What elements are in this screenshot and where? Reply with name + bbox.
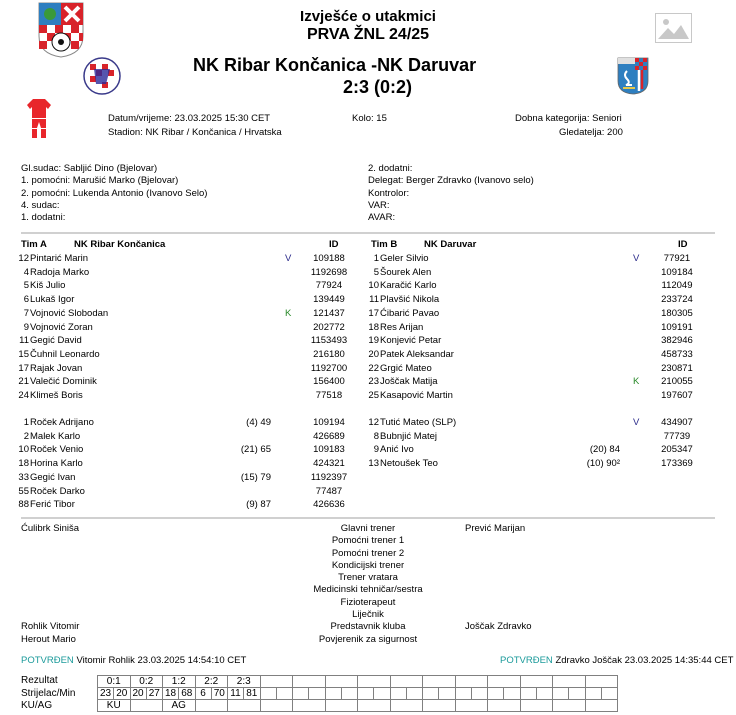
match-title: [193, 55, 476, 76]
player-name: Tutić Mateo (SLP): [380, 417, 457, 428]
player-name: Geler Silvio: [380, 253, 429, 264]
team-a-sub-row: [11, 457, 351, 470]
scorer-number-cell: 18: [163, 688, 179, 700]
score-result-cell: [325, 676, 358, 688]
team-b-starter-row: [361, 348, 701, 361]
scorer-number-cell: [585, 688, 601, 700]
team-b-starter-row: [361, 293, 701, 306]
confirmation-right-status: POTVRĐEN: [500, 655, 553, 666]
team-a-name: NK Ribar Končanica: [74, 239, 166, 250]
player-number: 24: [18, 390, 29, 401]
team-a-sub-row: [11, 430, 351, 443]
team-a-starter-row: [11, 375, 351, 388]
team-b-starter-row: [361, 389, 701, 402]
official-assistant-2: 2. pomoćni: Lukenda Antonio (Ivanovo Selo): [21, 187, 208, 199]
staff-roles: [288, 523, 448, 646]
placeholder-image-icon: [655, 13, 692, 43]
age-category: Dobna kategorija: Seniori: [515, 113, 622, 124]
player-name: Radoja Marko: [30, 266, 90, 278]
team-a-starter-row: [11, 389, 351, 402]
player-number: 21: [18, 376, 29, 388]
team-a-staff-member: Rohlik Vitomir: [21, 621, 80, 633]
player-id: 77924: [315, 280, 343, 292]
player-number: 6: [23, 294, 29, 306]
score-result-cell: [585, 676, 618, 688]
player-number: 1: [373, 253, 379, 264]
confirmation-left-text: Vitomir Rohlik 23.03.2025 14:54:10 CET: [76, 655, 247, 666]
score-result-cell: [488, 676, 521, 688]
player-id: 434907: [661, 417, 693, 428]
away-team-name: NK Daruvar: [377, 55, 477, 75]
goal-minute-cell: [439, 688, 456, 700]
player-name: Karačić Karlo: [380, 280, 437, 292]
player-name: Kiš Julio: [30, 280, 66, 292]
team-b-name: NK Daruvar: [424, 239, 477, 250]
goal-minute-cell: 81: [244, 688, 261, 700]
divider-staff: [21, 517, 715, 519]
team-a-staff-member: [21, 535, 79, 547]
player-number: 5: [23, 280, 29, 292]
goalkeeper-mark: V: [285, 253, 292, 264]
match-stadium: Stadion: NK Ribar / Končanica / Hrvatska: [108, 127, 282, 138]
player-id: 77518: [315, 390, 343, 401]
goal-minute-cell: [536, 688, 553, 700]
scorer-number-cell: [390, 688, 406, 700]
player-number: 25: [368, 390, 379, 401]
official-main-referee: Gl.sudac: Sabljić Dino (Bjelovar): [21, 163, 158, 174]
player-id: 426689: [313, 430, 345, 442]
team-b-staff-member: [465, 584, 532, 596]
player-number: 20: [368, 348, 379, 360]
score-result-cell: 0:1: [98, 676, 131, 688]
goalkeeper-mark: V: [633, 253, 640, 264]
scorer-number-cell: [488, 688, 504, 700]
goal-type-cell: [358, 700, 391, 712]
label-scorer-minute: Strijelac/Min: [21, 688, 76, 699]
match-score: 2:3 (0:2): [343, 77, 413, 97]
goal-minute-cell: [374, 688, 391, 700]
goal-type-cell: [488, 700, 521, 712]
official-additional-1: 1. dodatni:: [21, 212, 66, 224]
team-b-sub-row: [361, 457, 701, 470]
player-number: 13: [368, 458, 379, 470]
confirmation-left: [21, 655, 246, 666]
team-a-starter-row: [11, 279, 351, 292]
goal-minute-cell: [471, 688, 488, 700]
player-id: 173369: [661, 458, 693, 470]
team-b-staff-member: Prević Marijan: [465, 523, 526, 534]
officials-left: [21, 163, 207, 224]
player-id: 230871: [661, 362, 693, 374]
player-number: 10: [18, 444, 29, 456]
captain-mark: K: [285, 307, 292, 319]
team-a-starter-row: [11, 293, 351, 306]
substitution-minute: (4) 49: [246, 417, 271, 428]
score-result-cell: [293, 676, 326, 688]
player-name: Plavšić Nikola: [380, 294, 440, 306]
player-id: 458733: [661, 348, 693, 360]
player-number: 19: [368, 335, 379, 347]
team-b-id-header: ID: [678, 239, 688, 250]
goal-type-cell: [293, 700, 326, 712]
team-a-staff-member: [21, 584, 79, 596]
substitution-minute: (10) 90²: [586, 458, 620, 470]
player-name: Valečić Dominik: [30, 376, 97, 388]
player-name: Roček Venio: [30, 444, 84, 456]
player-id: 202772: [313, 321, 345, 333]
away-team-logo: [617, 57, 649, 95]
score-result-cell: [455, 676, 488, 688]
player-id: 109184: [661, 266, 693, 278]
player-id: 426636: [313, 499, 345, 511]
team-a-staff-member: [21, 597, 79, 609]
score-result-cell: [520, 676, 553, 688]
goal-minute-cell: 20: [114, 688, 131, 700]
team-b-sub-row: [361, 416, 701, 429]
match-round: Kolo: 15: [352, 113, 387, 124]
player-id: 109191: [661, 321, 693, 333]
team-b-sub-row: [361, 443, 701, 456]
player-id: 1192397: [310, 471, 348, 483]
scorer-number-cell: [520, 688, 536, 700]
scorer-number-cell: [553, 688, 569, 700]
player-name: Vojnović Zoran: [30, 321, 93, 333]
confirmation-right-text: Zdravko Joščak 23.03.2025 14:35:44 CET: [555, 655, 734, 666]
goal-type-cell: [130, 700, 163, 712]
team-b-staff-member: [465, 634, 532, 646]
scorer-number-cell: 20: [130, 688, 146, 700]
team-b-starter-row: [361, 266, 701, 279]
team-b-starter-row: [361, 334, 701, 347]
player-number: 11: [369, 294, 379, 306]
goal-minute-cell: [309, 688, 326, 700]
player-name: Kasapović Martin: [380, 390, 453, 401]
player-id: 109188: [313, 253, 345, 264]
team-b-staff-member: Joščak Zdravko: [465, 621, 532, 633]
home-team-logo: [83, 57, 121, 95]
goal-type-cell: [325, 700, 358, 712]
player-name: Klimeš Boris: [30, 390, 83, 401]
player-number: 11: [19, 335, 29, 347]
staff-role: Pomoćni trener 2: [331, 547, 405, 559]
label-ku-ag: KU/AG: [21, 700, 53, 711]
player-id: 180305: [661, 307, 693, 319]
staff-role: Liječnik: [352, 609, 384, 621]
player-number: 23: [368, 376, 379, 388]
label-result: Rezultat: [21, 675, 58, 686]
team-b-staff-member: [465, 548, 532, 560]
goal-minute-cell: [569, 688, 586, 700]
team-a-sub-row: [11, 471, 351, 484]
scorer-number-cell: [260, 688, 276, 700]
player-name: Grgić Mateo: [380, 362, 432, 374]
substitution-minute: (21) 65: [240, 444, 271, 456]
team-a-sub-row: [11, 485, 351, 498]
player-number: 4: [23, 266, 29, 278]
staff-role: Povjerenik za sigurnost: [318, 633, 418, 645]
team-a-staff-member: [21, 560, 79, 572]
scorer-number-cell: 23: [98, 688, 114, 700]
player-name: Ćibarić Pavao: [380, 307, 440, 319]
player-name: Vojnović Slobodan: [30, 307, 109, 319]
scorer-number-cell: 11: [228, 688, 244, 700]
match-datetime: Datum/vrijeme: 23.03.2025 15:30 CET: [108, 113, 271, 124]
player-number: 9: [373, 444, 379, 456]
staff-role: Predstavnik kluba: [330, 621, 406, 633]
goal-minute-cell: [601, 688, 618, 700]
goal-minute-cell: 68: [179, 688, 196, 700]
player-name: Šourek Alen: [380, 266, 432, 278]
player-id: 77921: [663, 253, 691, 264]
score-result-cell: [358, 676, 391, 688]
player-id: 109194: [313, 417, 345, 428]
player-name: Netoušek Teo: [380, 458, 438, 470]
official-assistant-1: 1. pomoćni: Marušić Marko (Bjelovar): [21, 175, 179, 187]
goal-minute-cell: [276, 688, 293, 700]
player-name: Lukaš Igor: [30, 294, 75, 306]
substitution-minute: (15) 79: [240, 471, 271, 483]
staff-role: Trener vratara: [338, 572, 398, 584]
team-a-staff: [21, 523, 79, 646]
goal-type-cell: [260, 700, 293, 712]
team-a-staff-member: Herout Mario: [21, 633, 76, 645]
scorer-number-cell: [455, 688, 471, 700]
score-result-cell: 1:2: [163, 676, 196, 688]
player-id: 109183: [313, 444, 345, 456]
goal-type-cell: KU: [98, 700, 131, 712]
scorer-number-cell: [325, 688, 341, 700]
team-b-staff: [465, 523, 532, 646]
confirmation-right: [500, 655, 733, 666]
goal-type-cell: AG: [163, 700, 196, 712]
team-a-starter-row: [11, 348, 351, 361]
team-b-staff-member: [465, 609, 532, 621]
player-number: 18: [18, 458, 29, 470]
score-result-cell: 0:2: [130, 676, 163, 688]
goalkeeper-mark: V: [633, 417, 640, 428]
team-a-label: Tim A: [21, 239, 47, 250]
player-name: Joščak Matija: [380, 376, 438, 388]
player-number: 55: [18, 485, 29, 497]
player-number: 1: [23, 417, 29, 428]
player-name: Res Arijan: [380, 321, 424, 333]
player-name: Rajak Jovan: [30, 362, 83, 374]
goal-minute-cell: 70: [211, 688, 228, 700]
player-name: Roček Adrijano: [30, 417, 94, 428]
official-additional-2: 2. dodatni:: [368, 163, 413, 174]
player-name: Patek Aleksandar: [380, 348, 454, 360]
official-var: VAR:: [368, 199, 390, 211]
staff-role: Medicinski tehničar/sestra: [313, 584, 423, 596]
score-type-row: [98, 700, 618, 712]
team-a-id-header: ID: [329, 239, 339, 250]
score-result-row: [98, 676, 618, 688]
player-id: 77487: [315, 485, 343, 497]
officials-right: [368, 163, 534, 224]
player-name: Gegić Ivan: [30, 471, 76, 483]
captain-mark: K: [633, 376, 640, 388]
home-kit-icon: [27, 98, 51, 138]
team-b-starter-row: [361, 252, 701, 265]
team-b-starter-row: [361, 307, 701, 320]
score-result-cell: [260, 676, 293, 688]
player-number: 12: [368, 417, 379, 428]
team-a-staff-member: [21, 572, 79, 584]
team-b-starter-row: [361, 362, 701, 375]
team-a-starter-row: [11, 307, 351, 320]
player-number: 7: [23, 307, 29, 319]
player-number: 88: [18, 499, 29, 511]
substitution-minute: (9) 87: [246, 499, 271, 511]
goal-type-cell: [455, 700, 488, 712]
player-id: 121437: [313, 307, 345, 319]
team-b-sub-row: [361, 430, 701, 443]
goal-minute-cell: [341, 688, 358, 700]
player-name: Anić Ivo: [380, 444, 414, 456]
goal-minute-cell: [406, 688, 423, 700]
player-id: 197607: [661, 390, 693, 401]
score-result-cell: [553, 676, 586, 688]
player-number: 10: [368, 280, 379, 292]
substitution-minute: (20) 84: [589, 444, 620, 456]
scorer-number-cell: [358, 688, 374, 700]
player-name: Pintarić Marin: [30, 253, 89, 264]
player-name: Bubnjić Matej: [380, 430, 438, 442]
confirmation-left-status: POTVRĐEN: [21, 655, 74, 666]
team-a-starter-row: [11, 266, 351, 279]
player-id: 210055: [661, 376, 693, 388]
home-team-name: NK Ribar Končanica: [193, 55, 367, 75]
player-number: 17: [368, 307, 379, 319]
player-id: 233724: [661, 294, 693, 306]
player-name: Malek Karlo: [30, 430, 81, 442]
player-number: 5: [373, 266, 379, 278]
team-a-starter-row: [11, 252, 351, 265]
score-result-cell: 2:2: [195, 676, 228, 688]
player-number: 18: [368, 321, 379, 333]
player-id: 424321: [313, 458, 345, 470]
team-a-sub-row: [11, 443, 351, 456]
score-result-cell: [390, 676, 423, 688]
staff-role: Pomoćni trener 1: [331, 535, 405, 547]
goal-type-cell: [585, 700, 618, 712]
score-result-cell: [423, 676, 456, 688]
player-name: Čuhnil Leonardo: [30, 348, 100, 360]
player-number: 22: [368, 362, 379, 374]
team-a-starter-row: [11, 362, 351, 375]
goal-type-cell: [390, 700, 423, 712]
player-number: 15: [18, 348, 29, 360]
team-b-starter-row: [361, 279, 701, 292]
team-b-staff-member: [465, 535, 532, 547]
team-a-staff-member: [21, 548, 79, 560]
score-table: [97, 675, 618, 712]
official-fourth: 4. sudac:: [21, 199, 60, 211]
player-id: 112049: [661, 280, 693, 292]
player-name: Horina Karlo: [30, 458, 83, 470]
team-a-staff-member: [21, 609, 79, 621]
report-title: Izvješće o utakmici: [300, 8, 436, 25]
scorer-number-cell: [423, 688, 439, 700]
player-name: Gegić David: [30, 335, 82, 347]
player-name: Konjević Petar: [380, 335, 442, 347]
league-crest-logo: [38, 2, 84, 58]
goal-type-cell: [520, 700, 553, 712]
player-id: 216180: [313, 348, 345, 360]
divider-lineups: [21, 232, 715, 234]
player-name: Roček Darko: [30, 485, 85, 497]
player-id: 205347: [661, 444, 693, 456]
player-id: 1192700: [310, 362, 348, 374]
team-b-starter-row: [361, 375, 701, 388]
player-id: 156400: [313, 376, 345, 388]
goal-type-cell: [553, 700, 586, 712]
staff-role: Glavni trener: [340, 523, 396, 534]
goal-type-cell: [228, 700, 261, 712]
league-name: PRVA ŽNL 24/25: [306, 26, 430, 43]
official-avar: AVAR:: [368, 212, 396, 224]
player-id: 77739: [663, 430, 691, 442]
team-b-label: Tim B: [371, 239, 398, 250]
goal-type-cell: [195, 700, 228, 712]
player-number: 33: [18, 471, 29, 483]
team-b-staff-member: [465, 572, 532, 584]
score-scorer-row: [98, 688, 618, 700]
scorer-number-cell: 6: [195, 688, 211, 700]
spectators: Gledatelja: 200: [559, 127, 623, 138]
team-a-starter-row: [11, 321, 351, 334]
player-id: 1192698: [310, 266, 348, 278]
team-b-staff-member: [465, 597, 532, 609]
player-number: 8: [373, 430, 379, 442]
player-number: 12: [18, 253, 29, 264]
team-b-starter-row: [361, 321, 701, 334]
player-number: 9: [23, 321, 29, 333]
player-number: 2: [23, 430, 29, 442]
goal-minute-cell: 27: [146, 688, 163, 700]
player-id: 1153493: [310, 335, 348, 347]
player-number: 17: [18, 362, 29, 374]
scorer-number-cell: [293, 688, 309, 700]
team-separator: -: [371, 55, 378, 75]
score-result-cell: 2:3: [228, 676, 261, 688]
staff-role: Fizioterapeut: [340, 596, 396, 608]
player-id: 382946: [661, 335, 693, 347]
goal-type-cell: [423, 700, 456, 712]
team-a-sub-row: [11, 498, 351, 511]
team-a-staff-member: Ćulibrk Siniša: [21, 523, 80, 534]
staff-role: Kondicijski trener: [331, 559, 405, 571]
official-delegate: Delegat: Berger Zdravko (Ivanovo selo): [368, 175, 534, 187]
player-name: Ferić Tibor: [30, 499, 75, 511]
team-b-staff-member: [465, 560, 532, 572]
player-id: 139449: [313, 294, 345, 306]
team-a-sub-row: [11, 416, 351, 429]
official-controller: Kontrolor:: [368, 187, 410, 199]
team-a-starter-row: [11, 334, 351, 347]
goal-minute-cell: [504, 688, 521, 700]
